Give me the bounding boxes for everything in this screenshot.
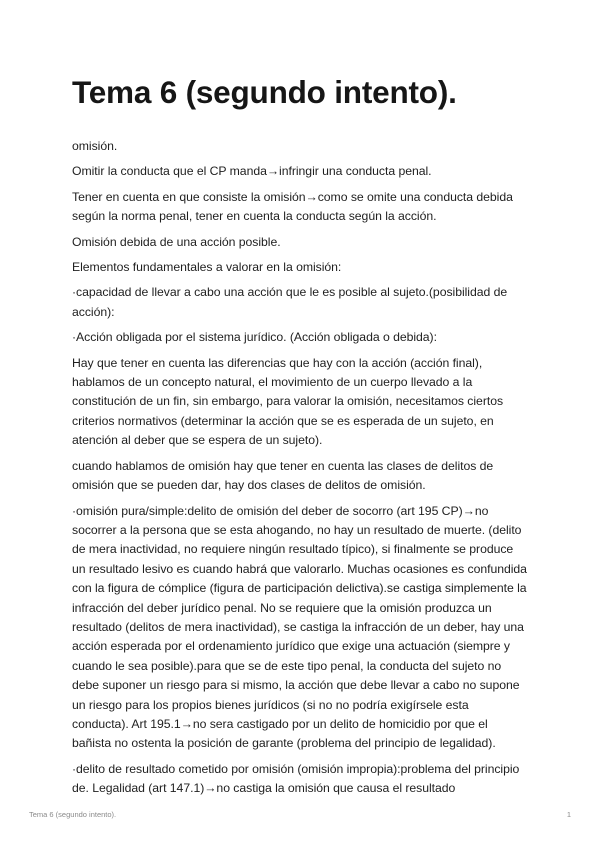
paragraph-clases-delitos: cuando hablamos de omisión hay que tener en cuenta las clases de delitos de omisión que se pueden dar, hay dos clases de delitos de omisión.: [72, 458, 494, 493]
paragraph-capacidad: ·capacidad de llevar a cabo una acción que le es posible al sujeto.(posibilidad de acción):: [72, 285, 508, 319]
paragraph-diferencias: Hay que tener en cuenta las diferencias que hay con la acción (acción final), hablamos de un concepto natural, el movimiento de un cuerpo llevado a la constitución de un fin, sin embargo, para valorar la omisión, necesitamos ciertos criterios normativos (determinar la acción que se es esperada de un sujeto, en atención al deber que se espera de un sujeto).: [72, 355, 504, 448]
paragraph-omitir-conducta: Omitir la conducta que el CP manda→infringir una conducta penal.: [72, 164, 432, 179]
paragraph-omision-pura: ·omisión pura/simple:delito de omisión del deber de socorro (art 195 CP)→no socorrer a la persona que se esta ahogando, no hay un resultado de muerte. (delito de mera inactividad, no requiere ningún resultado típico), si finalmente se produce un resultado lesivo es cuando habrá que valorarlo. Muchas ocasiones es confundida con la figura de cómplice (figura de participación delictiva).se castiga simplemente la infracción del deber jurídico penal. No se requiere que la omisión produzca un resultado (delitos de mera inactividad), se castiga la infracción de un deber, hay una acción esperada por el ordenamiento jurídico que exige una actuación (siempre y cuando le sea posible).para que se de este tipo penal, la conducta del sujeto no debe suponer un riesgo para si mismo, la acción que debe llevar a cabo no supone un riesgo para los propios bienes jurídicos (si no no podría exigírsele esta conducta). Art 195.1→no sera castigado por un delito de homicidio por que el bañista no ostenta la posición de garante (problema del principio de legalidad).: [72, 503, 527, 751]
paragraph-omision-debida: Omisión debida de una acción posible.: [72, 234, 281, 249]
footer-title: Tema 6 (segundo intento).: [29, 810, 117, 819]
paragraph-accion-obligada: ·Acción obligada por el sistema jurídico. (Acción obligada o debida):: [72, 330, 437, 345]
paragraph-elementos: Elementos fundamentales a valorar en la omisión:: [72, 260, 342, 275]
paragraph-tener-en-cuenta: Tener en cuenta en que consiste la omisión→como se omite una conducta debida según la norma penal, tener en cuenta la conducta según la acción.: [72, 189, 513, 224]
paragraph-omision: omisión.: [72, 139, 118, 153]
page-number: 1: [566, 810, 571, 819]
paragraph-omision-impropia: ·delito de resultado cometido por omisión (omisión impropia):problema del principio de. Legalidad (art 147.1)→no castiga la omisión que causa el resultado: [72, 761, 520, 796]
page-title: Tema 6 (segundo intento).: [72, 74, 457, 110]
page-content: [72, 73, 528, 805]
